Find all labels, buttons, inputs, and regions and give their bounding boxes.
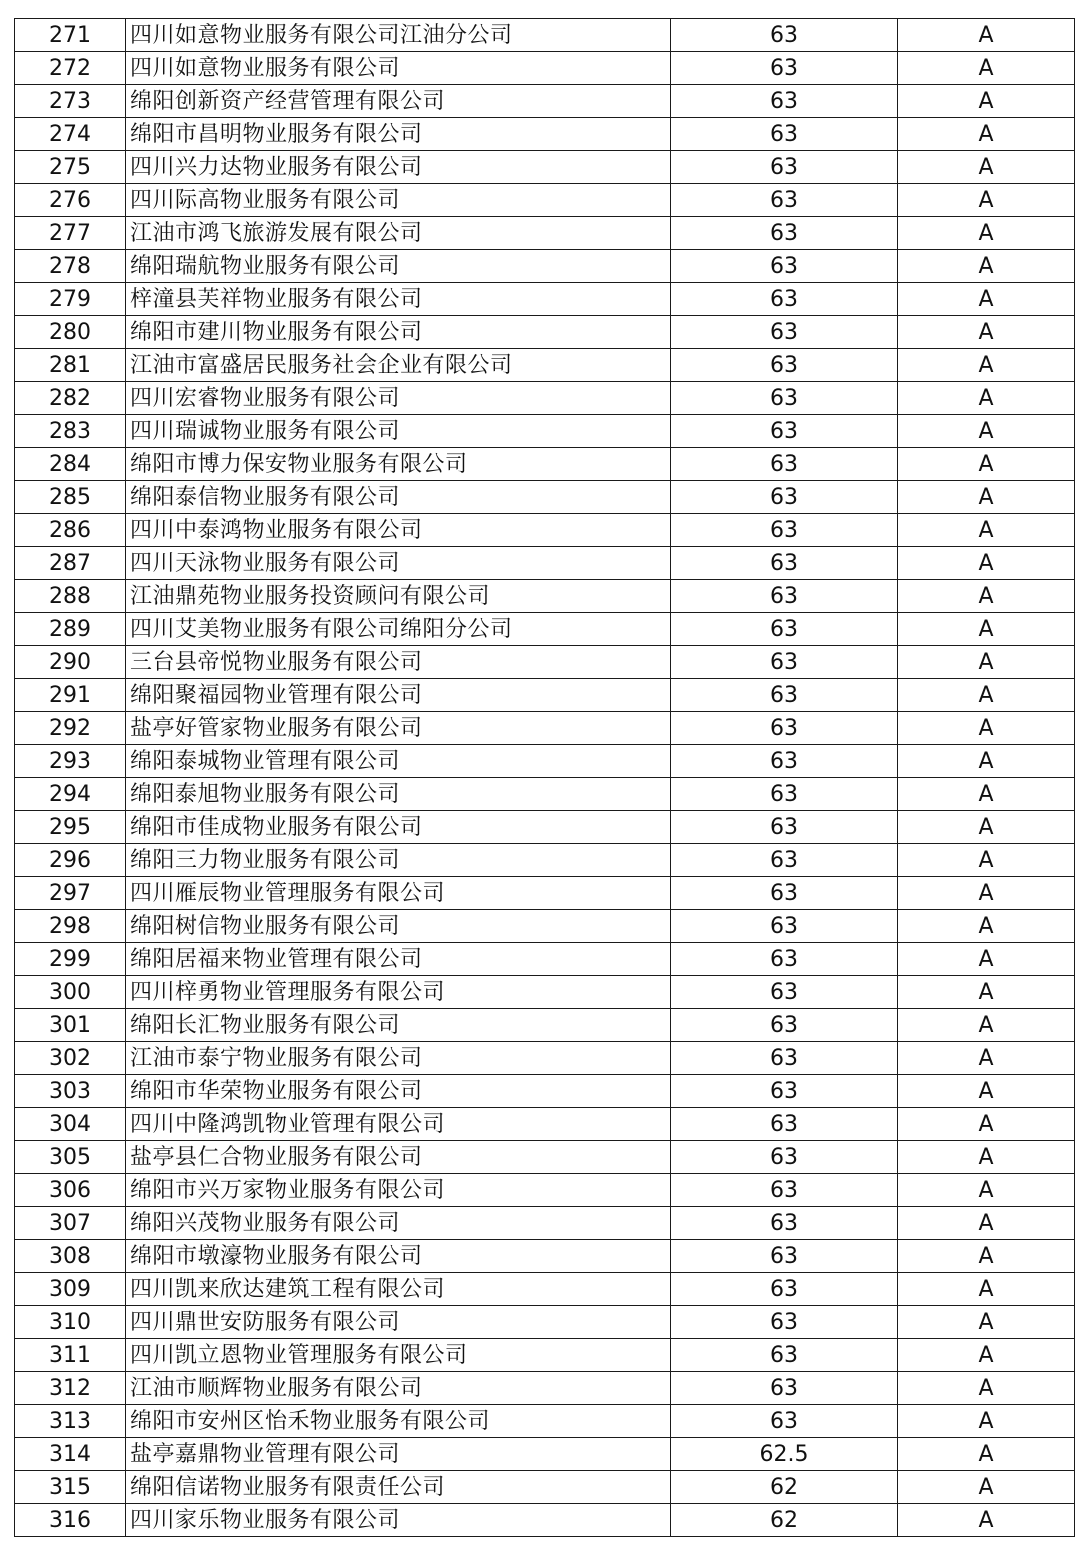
row-number-cell: 283 (15, 415, 126, 448)
grade-cell: A (898, 283, 1075, 316)
company-name-cell: 四川宏睿物业服务有限公司 (126, 382, 671, 415)
table-row (15, 877, 1075, 910)
company-name-cell: 绵阳市墩濠物业服务有限公司 (126, 1240, 671, 1273)
row-number-cell: 310 (15, 1306, 126, 1339)
company-name-cell: 四川天泳物业服务有限公司 (126, 547, 671, 580)
company-name-cell: 绵阳市佳成物业服务有限公司 (126, 811, 671, 844)
company-name-cell: 四川雁辰物业管理服务有限公司 (126, 877, 671, 910)
grade-cell: A (898, 1240, 1075, 1273)
score-cell: 63 (671, 1075, 898, 1108)
score-cell: 63 (671, 481, 898, 514)
score-cell: 63 (671, 1108, 898, 1141)
score-cell: 63 (671, 679, 898, 712)
row-number-cell: 289 (15, 613, 126, 646)
row-number-cell: 291 (15, 679, 126, 712)
company-name-cell: 绵阳兴茂物业服务有限公司 (126, 1207, 671, 1240)
grade-cell: A (898, 1471, 1075, 1504)
row-number-cell: 312 (15, 1372, 126, 1405)
company-name-cell: 江油市鸿飞旅游发展有限公司 (126, 217, 671, 250)
table-row (15, 217, 1075, 250)
table-row (15, 976, 1075, 1009)
company-name-cell: 绵阳瑞航物业服务有限公司 (126, 250, 671, 283)
company-name-cell: 四川梓勇物业管理服务有限公司 (126, 976, 671, 1009)
score-cell: 63 (671, 250, 898, 283)
grade-cell: A (898, 514, 1075, 547)
row-number-cell: 278 (15, 250, 126, 283)
grade-cell: A (898, 778, 1075, 811)
score-cell: 63 (671, 976, 898, 1009)
grade-cell: A (898, 250, 1075, 283)
score-cell: 63 (671, 283, 898, 316)
table-row (15, 1108, 1075, 1141)
row-number-cell: 279 (15, 283, 126, 316)
row-number-cell: 309 (15, 1273, 126, 1306)
score-cell: 63 (671, 580, 898, 613)
table-row (15, 1306, 1075, 1339)
row-number-cell: 305 (15, 1141, 126, 1174)
grade-cell: A (898, 85, 1075, 118)
row-number-cell: 316 (15, 1504, 126, 1537)
score-cell: 63 (671, 745, 898, 778)
table-row (15, 646, 1075, 679)
grade-cell: A (898, 580, 1075, 613)
grade-cell: A (898, 1273, 1075, 1306)
score-cell: 63 (671, 1009, 898, 1042)
grade-cell: A (898, 118, 1075, 151)
company-name-cell: 绵阳泰旭物业服务有限公司 (126, 778, 671, 811)
table-row (15, 811, 1075, 844)
grade-cell: A (898, 844, 1075, 877)
score-cell: 63 (671, 646, 898, 679)
company-name-cell: 盐亭好管家物业服务有限公司 (126, 712, 671, 745)
grade-cell: A (898, 1306, 1075, 1339)
company-name-cell: 江油市泰宁物业服务有限公司 (126, 1042, 671, 1075)
grade-cell: A (898, 877, 1075, 910)
table-row (15, 580, 1075, 613)
table-row (15, 1009, 1075, 1042)
table-row (15, 910, 1075, 943)
score-cell: 63 (671, 1405, 898, 1438)
company-name-cell: 绵阳泰信物业服务有限公司 (126, 481, 671, 514)
score-cell: 63 (671, 52, 898, 85)
table-row (15, 118, 1075, 151)
grade-cell: A (898, 415, 1075, 448)
score-cell: 63 (671, 547, 898, 580)
row-number-cell: 294 (15, 778, 126, 811)
score-cell: 63 (671, 844, 898, 877)
table-row (15, 415, 1075, 448)
company-name-cell: 绵阳市华荣物业服务有限公司 (126, 1075, 671, 1108)
score-cell: 63 (671, 448, 898, 481)
row-number-cell: 272 (15, 52, 126, 85)
grade-cell: A (898, 679, 1075, 712)
company-name-cell: 盐亭嘉鼎物业管理有限公司 (126, 1438, 671, 1471)
company-name-cell: 江油市富盛居民服务社会企业有限公司 (126, 349, 671, 382)
company-name-cell: 四川中隆鸿凯物业管理有限公司 (126, 1108, 671, 1141)
company-name-cell: 四川艾美物业服务有限公司绵阳分公司 (126, 613, 671, 646)
table-row (15, 448, 1075, 481)
score-cell: 63 (671, 1306, 898, 1339)
company-name-cell: 梓潼县芙祥物业服务有限公司 (126, 283, 671, 316)
company-name-cell: 四川凯来欣达建筑工程有限公司 (126, 1273, 671, 1306)
row-number-cell: 273 (15, 85, 126, 118)
rating-table-page (14, 18, 1066, 1537)
grade-cell: A (898, 1108, 1075, 1141)
row-number-cell: 296 (15, 844, 126, 877)
table-row (15, 283, 1075, 316)
score-cell: 63 (671, 184, 898, 217)
grade-cell: A (898, 1075, 1075, 1108)
row-number-cell: 315 (15, 1471, 126, 1504)
grade-cell: A (898, 745, 1075, 778)
row-number-cell: 275 (15, 151, 126, 184)
score-cell: 63 (671, 712, 898, 745)
table-body (15, 19, 1075, 1537)
row-number-cell: 311 (15, 1339, 126, 1372)
company-name-cell: 绵阳信诺物业服务有限责任公司 (126, 1471, 671, 1504)
row-number-cell: 302 (15, 1042, 126, 1075)
score-cell: 62 (671, 1471, 898, 1504)
company-name-cell: 绵阳聚福园物业管理有限公司 (126, 679, 671, 712)
score-cell: 63 (671, 217, 898, 250)
row-number-cell: 276 (15, 184, 126, 217)
grade-cell: A (898, 1174, 1075, 1207)
score-cell: 63 (671, 1240, 898, 1273)
row-number-cell: 277 (15, 217, 126, 250)
grade-cell: A (898, 1042, 1075, 1075)
grade-cell: A (898, 1438, 1075, 1471)
row-number-cell: 306 (15, 1174, 126, 1207)
row-number-cell: 292 (15, 712, 126, 745)
company-name-cell: 四川际高物业服务有限公司 (126, 184, 671, 217)
table-row (15, 1042, 1075, 1075)
company-name-cell: 绵阳树信物业服务有限公司 (126, 910, 671, 943)
row-number-cell: 286 (15, 514, 126, 547)
company-name-cell: 绵阳三力物业服务有限公司 (126, 844, 671, 877)
table-row (15, 316, 1075, 349)
table-row (15, 1372, 1075, 1405)
company-name-cell: 盐亭县仁合物业服务有限公司 (126, 1141, 671, 1174)
row-number-cell: 280 (15, 316, 126, 349)
grade-cell: A (898, 646, 1075, 679)
grade-cell: A (898, 811, 1075, 844)
grade-cell: A (898, 217, 1075, 250)
score-cell: 63 (671, 613, 898, 646)
row-number-cell: 295 (15, 811, 126, 844)
row-number-cell: 281 (15, 349, 126, 382)
table-row (15, 184, 1075, 217)
score-cell: 63 (671, 778, 898, 811)
table-row (15, 85, 1075, 118)
row-number-cell: 301 (15, 1009, 126, 1042)
table-row (15, 844, 1075, 877)
table-row (15, 778, 1075, 811)
table-row (15, 382, 1075, 415)
grade-cell: A (898, 910, 1075, 943)
row-number-cell: 297 (15, 877, 126, 910)
company-name-cell: 四川家乐物业服务有限公司 (126, 1504, 671, 1537)
company-name-cell: 绵阳市兴万家物业服务有限公司 (126, 1174, 671, 1207)
grade-cell: A (898, 1405, 1075, 1438)
grade-cell: A (898, 184, 1075, 217)
table-row (15, 943, 1075, 976)
grade-cell: A (898, 613, 1075, 646)
table-row (15, 250, 1075, 283)
table-row (15, 1207, 1075, 1240)
grade-cell: A (898, 349, 1075, 382)
grade-cell: A (898, 52, 1075, 85)
row-number-cell: 288 (15, 580, 126, 613)
table-row (15, 1405, 1075, 1438)
table-row (15, 1339, 1075, 1372)
grade-cell: A (898, 1372, 1075, 1405)
company-name-cell: 绵阳市昌明物业服务有限公司 (126, 118, 671, 151)
row-number-cell: 313 (15, 1405, 126, 1438)
row-number-cell: 284 (15, 448, 126, 481)
score-cell: 63 (671, 943, 898, 976)
score-cell: 63 (671, 1207, 898, 1240)
company-name-cell: 绵阳泰城物业管理有限公司 (126, 745, 671, 778)
company-name-cell: 四川中泰鸿物业服务有限公司 (126, 514, 671, 547)
grade-cell: A (898, 943, 1075, 976)
grade-cell: A (898, 1141, 1075, 1174)
table-row (15, 514, 1075, 547)
row-number-cell: 282 (15, 382, 126, 415)
score-cell: 63 (671, 1339, 898, 1372)
row-number-cell: 300 (15, 976, 126, 1009)
table-row (15, 151, 1075, 184)
table-row (15, 547, 1075, 580)
company-name-cell: 绵阳长汇物业服务有限公司 (126, 1009, 671, 1042)
score-cell: 62.5 (671, 1438, 898, 1471)
row-number-cell: 299 (15, 943, 126, 976)
grade-cell: A (898, 976, 1075, 1009)
row-number-cell: 274 (15, 118, 126, 151)
score-cell: 63 (671, 1174, 898, 1207)
table-row (15, 52, 1075, 85)
company-name-cell: 四川如意物业服务有限公司 (126, 52, 671, 85)
company-name-cell: 四川凯立恩物业管理服务有限公司 (126, 1339, 671, 1372)
score-cell: 63 (671, 1141, 898, 1174)
row-number-cell: 307 (15, 1207, 126, 1240)
table-row (15, 1471, 1075, 1504)
score-cell: 63 (671, 316, 898, 349)
grade-cell: A (898, 1504, 1075, 1537)
company-name-cell: 三台县帝悦物业服务有限公司 (126, 646, 671, 679)
grade-cell: A (898, 448, 1075, 481)
company-name-cell: 绵阳市博力保安物业服务有限公司 (126, 448, 671, 481)
grade-cell: A (898, 19, 1075, 52)
grade-cell: A (898, 547, 1075, 580)
score-cell: 63 (671, 1042, 898, 1075)
grade-cell: A (898, 1339, 1075, 1372)
score-cell: 63 (671, 1273, 898, 1306)
grade-cell: A (898, 1207, 1075, 1240)
table-row (15, 1141, 1075, 1174)
grade-cell: A (898, 481, 1075, 514)
table-row (15, 1174, 1075, 1207)
table-row (15, 19, 1075, 52)
grade-cell: A (898, 151, 1075, 184)
row-number-cell: 314 (15, 1438, 126, 1471)
grade-cell: A (898, 316, 1075, 349)
row-number-cell: 303 (15, 1075, 126, 1108)
company-name-cell: 江油鼎苑物业服务投资顾问有限公司 (126, 580, 671, 613)
table-row (15, 679, 1075, 712)
table-row (15, 1438, 1075, 1471)
grade-cell: A (898, 712, 1075, 745)
company-name-cell: 四川如意物业服务有限公司江油分公司 (126, 19, 671, 52)
row-number-cell: 290 (15, 646, 126, 679)
row-number-cell: 293 (15, 745, 126, 778)
row-number-cell: 285 (15, 481, 126, 514)
score-cell: 63 (671, 415, 898, 448)
score-cell: 63 (671, 118, 898, 151)
score-cell: 63 (671, 151, 898, 184)
score-cell: 63 (671, 514, 898, 547)
score-cell: 63 (671, 1372, 898, 1405)
row-number-cell: 304 (15, 1108, 126, 1141)
row-number-cell: 271 (15, 19, 126, 52)
score-cell: 63 (671, 910, 898, 943)
company-name-cell: 四川兴力达物业服务有限公司 (126, 151, 671, 184)
company-name-cell: 江油市顺辉物业服务有限公司 (126, 1372, 671, 1405)
score-cell: 63 (671, 382, 898, 415)
company-name-cell: 四川瑞诚物业服务有限公司 (126, 415, 671, 448)
table-row (15, 1504, 1075, 1537)
score-cell: 63 (671, 349, 898, 382)
rating-table (14, 18, 1075, 1537)
grade-cell: A (898, 1009, 1075, 1042)
grade-cell: A (898, 382, 1075, 415)
table-row (15, 613, 1075, 646)
score-cell: 63 (671, 85, 898, 118)
score-cell: 62 (671, 1504, 898, 1537)
row-number-cell: 308 (15, 1240, 126, 1273)
table-row (15, 712, 1075, 745)
score-cell: 63 (671, 877, 898, 910)
company-name-cell: 绵阳居福来物业管理有限公司 (126, 943, 671, 976)
table-row (15, 349, 1075, 382)
score-cell: 63 (671, 19, 898, 52)
row-number-cell: 287 (15, 547, 126, 580)
row-number-cell: 298 (15, 910, 126, 943)
table-row (15, 1273, 1075, 1306)
company-name-cell: 四川鼎世安防服务有限公司 (126, 1306, 671, 1339)
table-row (15, 1075, 1075, 1108)
company-name-cell: 绵阳创新资产经营管理有限公司 (126, 85, 671, 118)
table-row (15, 481, 1075, 514)
table-row (15, 1240, 1075, 1273)
table-row (15, 745, 1075, 778)
company-name-cell: 绵阳市建川物业服务有限公司 (126, 316, 671, 349)
company-name-cell: 绵阳市安州区怡禾物业服务有限公司 (126, 1405, 671, 1438)
score-cell: 63 (671, 811, 898, 844)
